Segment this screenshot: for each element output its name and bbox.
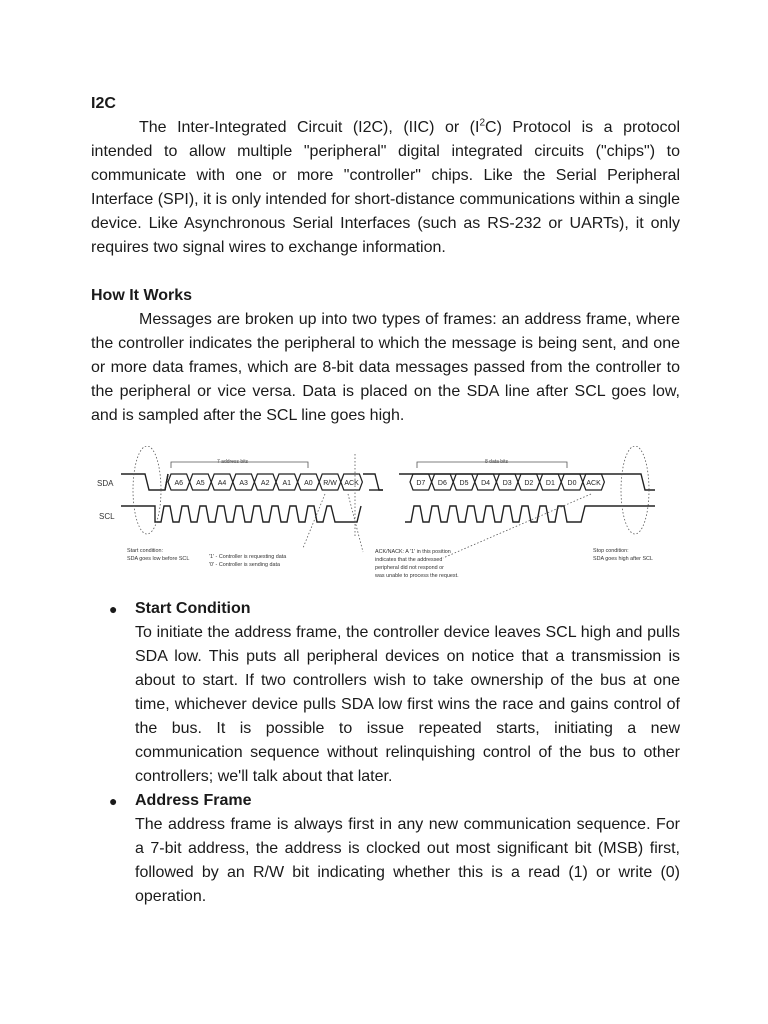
addr-bits-label: 7 address bits <box>217 459 249 465</box>
address-bit-label: A1 <box>282 480 292 487</box>
item-title: Start Condition <box>135 600 251 617</box>
ack-note-line3: peripheral did not respond or <box>375 565 444 571</box>
rw-note-line2: '0' - Controller is sending data <box>209 562 280 568</box>
ack-note-line1: ACK/NACK: A '1' in this position <box>375 549 451 555</box>
sda-label: SDA <box>97 479 114 488</box>
data-bit-label: D6 <box>437 480 447 487</box>
data-bits-label: 8 data bits <box>485 459 509 465</box>
scl-label: SCL <box>99 512 115 521</box>
ack-note-line4: was unable to process the request. <box>375 573 459 579</box>
stop-note-line1: Stop condition: <box>593 548 629 554</box>
intro-text-b: C) Protocol is a protocol intended to allow multiple "peripheral" digital integrated circuits ("chips") to communicate with one or more "controller" chips. Like the Serial Peripheral Interface (SPI), it is only intended for short-distance communications within a single device. Like Asynchronous Serial Interfaces (such as RS-232 or UARTs), it only requires two signal wires to exchange information. <box>91 119 680 256</box>
start-note-line2: SDA goes low before SCL <box>127 556 190 562</box>
bullet-dot: ● <box>109 601 118 617</box>
address-bit-label: A3 <box>239 480 248 487</box>
superscript-2: 2 <box>479 117 486 129</box>
condition-markers <box>133 446 649 558</box>
intro-paragraph <box>91 116 680 260</box>
intro-text-a: The Inter-Integrated Circuit (I2C), (IIC) or (I <box>139 119 480 136</box>
data-bit-label: D7 <box>416 480 426 487</box>
address-bit-label: A2 <box>260 480 270 487</box>
start-note-line1: Start condition: <box>127 548 163 554</box>
address-bit-label: A5 <box>196 480 205 487</box>
bullet-list <box>91 597 680 909</box>
address-bit-label: A4 <box>217 480 227 487</box>
bullet-dot: ● <box>109 793 118 809</box>
data-bit-label: ACK <box>586 480 601 487</box>
scl-waveform <box>121 506 655 522</box>
data-bit-label: D2 <box>524 480 534 487</box>
item-text: To initiate the address frame, the controller device leaves SCL high and pulls SDA low. This puts all peripheral devices on notice that a transmission is about to start. If two controllers wish to take ownership of the bus at one time, whichever device pulls SDA low first wins the race and gains control of the bus. It is possible to issue repeated starts, initiating a new communication sequence without relinquishing control of the bus to other controllers; we'll talk about that later. <box>135 624 680 785</box>
heading-i2c: I2C <box>91 95 116 112</box>
rw-note-line1: '1' - Controller is requesting data <box>209 554 287 560</box>
stop-note-line2: SDA goes high after SCL <box>593 556 653 562</box>
list-item-start-condition <box>109 597 680 789</box>
address-bit-label: A6 <box>174 480 184 487</box>
data-bit-label: D3 <box>502 480 512 487</box>
data-bit-label: D1 <box>545 480 555 487</box>
item-title: Address Frame <box>135 792 252 809</box>
item-text: The address frame is always first in any new communication sequence. For a 7-bit address, the address is clocked out most significant bit (MSB) first, followed by an R/W bit indicating whether this is a read (1) or write (0) operation. <box>135 816 680 905</box>
data-bit-label: D0 <box>567 480 577 487</box>
data-bit-label: D4 <box>481 480 491 487</box>
address-bit-label: R/W <box>323 480 337 487</box>
data-bit-cells <box>410 474 604 490</box>
data-bit-label: D5 <box>459 480 469 487</box>
list-item-address-frame <box>109 789 680 909</box>
ack-note-line2: indicates that the addressed <box>375 557 443 563</box>
i2c-timing-diagram <box>93 446 663 584</box>
how-it-works-paragraph: Messages are broken up into two types of frames: an address frame, where the controller indicates the peripheral to which the message is being sent, and one or more data frames, which are 8-bit data messages passed from the controller to the peripheral or vice versa. Data is placed on the SDA line after SCL goes low, and is sampled after the SCL line goes high. <box>91 311 680 424</box>
address-bit-label: ACK <box>344 480 359 487</box>
address-bit-cells <box>168 474 362 490</box>
heading-how-it-works: How It Works <box>91 287 193 304</box>
address-bit-label: A0 <box>304 480 313 487</box>
